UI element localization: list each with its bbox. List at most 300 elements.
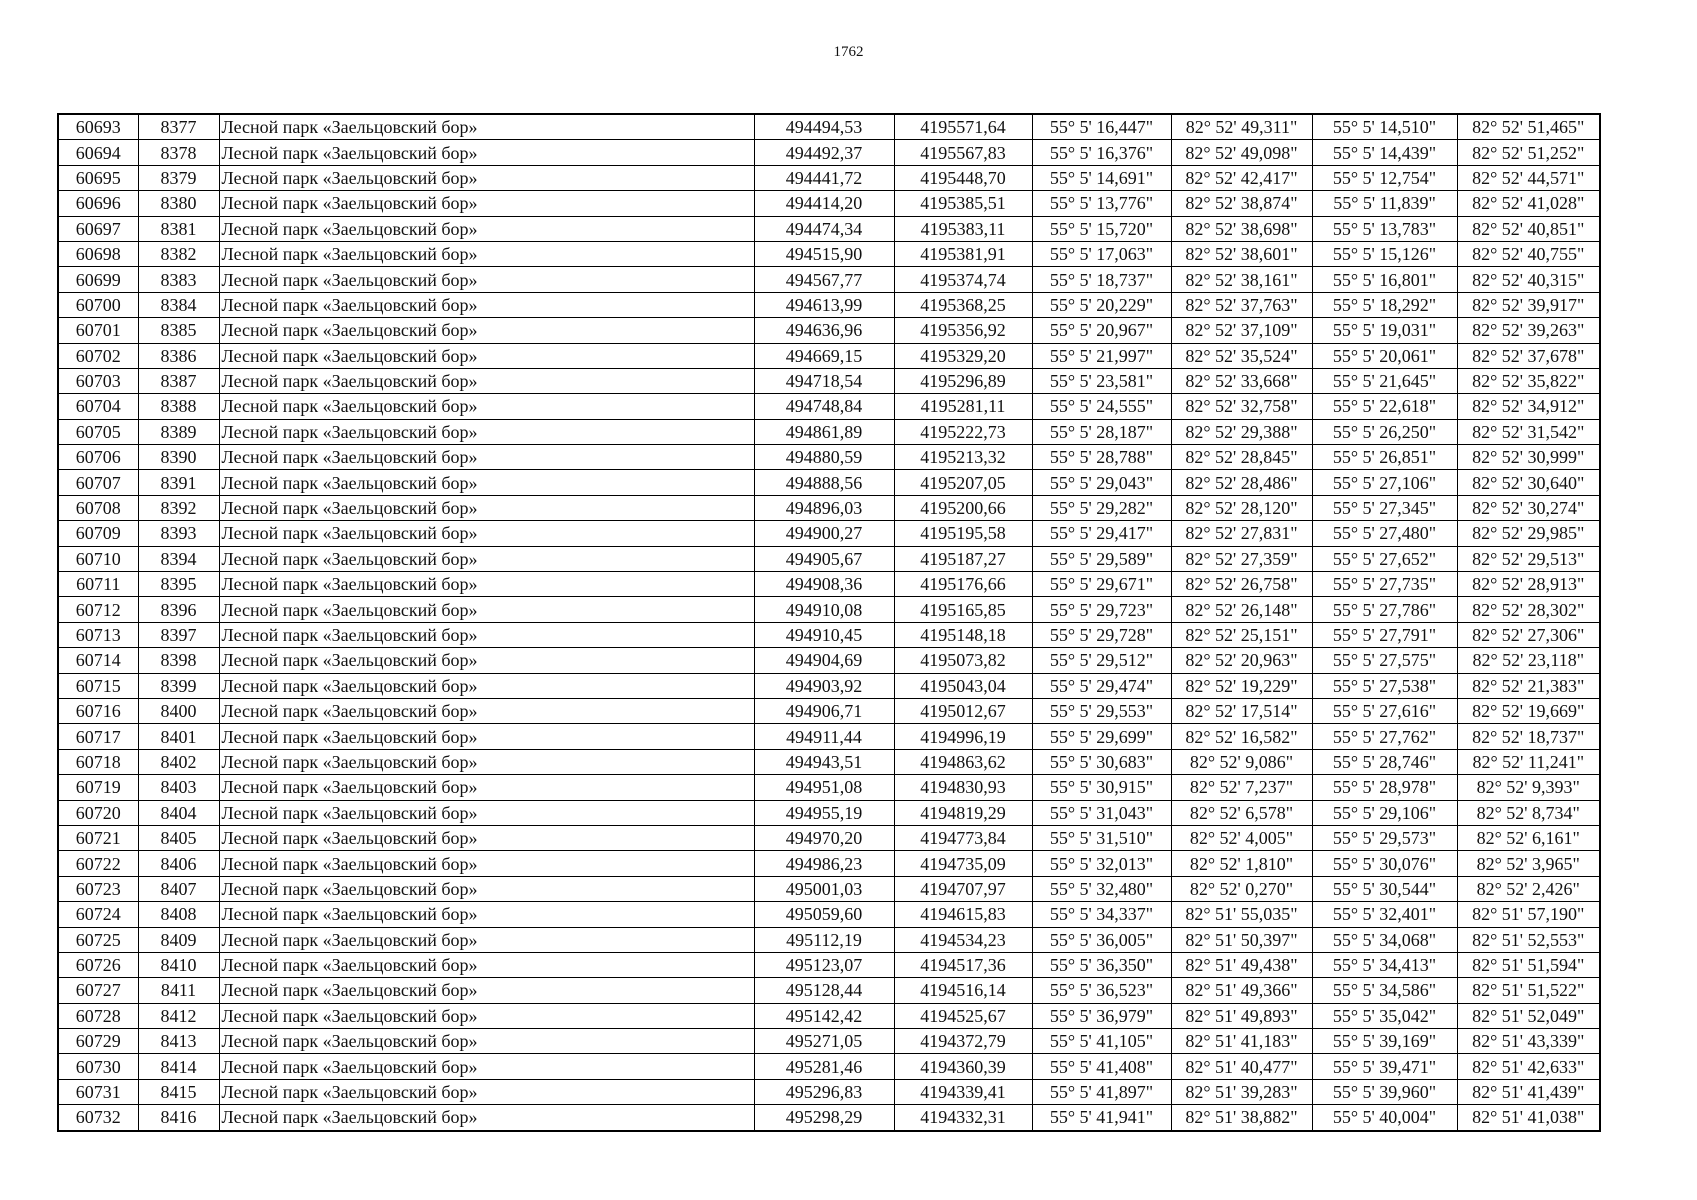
object-name-cell: Лесной парк «Заельцовский бор» (219, 445, 754, 470)
object-name-cell: Лесной парк «Заельцовский бор» (219, 470, 754, 495)
latitude-cell: 55° 5' 36,005" (1032, 927, 1171, 952)
longitude-cell: 82° 52' 9,086" (1171, 749, 1312, 774)
object-name-cell: Лесной парк «Заельцовский бор» (219, 800, 754, 825)
point-number-cell: 8383 (138, 267, 219, 292)
latitude-alt-cell: 55° 5' 15,126" (1312, 241, 1457, 266)
table-row (58, 546, 1600, 571)
latitude-alt-cell: 55° 5' 39,960" (1312, 1079, 1457, 1104)
table-row (58, 241, 1600, 266)
object-name-cell: Лесной парк «Заельцовский бор» (219, 140, 754, 165)
longitude-alt-cell: 82° 51' 52,049" (1457, 1003, 1600, 1028)
latitude-alt-cell: 55° 5' 26,851" (1312, 445, 1457, 470)
x-coordinate-cell: 494494,53 (754, 114, 894, 140)
longitude-cell: 82° 51' 49,366" (1171, 978, 1312, 1003)
latitude-alt-cell: 55° 5' 27,652" (1312, 546, 1457, 571)
table-row (58, 800, 1600, 825)
point-number-cell: 8408 (138, 902, 219, 927)
longitude-alt-cell: 82° 52' 31,542" (1457, 419, 1600, 444)
latitude-alt-cell: 55° 5' 27,575" (1312, 648, 1457, 673)
longitude-alt-cell: 82° 51' 51,522" (1457, 978, 1600, 1003)
longitude-cell: 82° 51' 49,438" (1171, 952, 1312, 977)
longitude-alt-cell: 82° 51' 41,038" (1457, 1105, 1600, 1131)
object-name-cell: Лесной парк «Заельцовский бор» (219, 114, 754, 140)
latitude-alt-cell: 55° 5' 27,791" (1312, 622, 1457, 647)
y-coordinate-cell: 4194615,83 (894, 902, 1032, 927)
y-coordinate-cell: 4194360,39 (894, 1054, 1032, 1079)
latitude-alt-cell: 55° 5' 27,735" (1312, 572, 1457, 597)
longitude-alt-cell: 82° 52' 44,571" (1457, 165, 1600, 190)
latitude-alt-cell: 55° 5' 30,076" (1312, 851, 1457, 876)
object-name-cell: Лесной парк «Заельцовский бор» (219, 267, 754, 292)
page-number: 1762 (833, 44, 864, 60)
table-row (58, 292, 1600, 317)
longitude-alt-cell: 82° 52' 30,640" (1457, 470, 1600, 495)
latitude-alt-cell: 55° 5' 28,746" (1312, 749, 1457, 774)
y-coordinate-cell: 4195281,11 (894, 394, 1032, 419)
row-number-cell: 60730 (58, 1054, 138, 1079)
longitude-alt-cell: 82° 52' 6,161" (1457, 825, 1600, 850)
object-name-cell: Лесной парк «Заельцовский бор» (219, 749, 754, 774)
latitude-alt-cell: 55° 5' 27,345" (1312, 495, 1457, 520)
table-row (58, 191, 1600, 216)
longitude-alt-cell: 82° 52' 23,118" (1457, 648, 1600, 673)
point-number-cell: 8414 (138, 1054, 219, 1079)
longitude-cell: 82° 52' 49,311" (1171, 114, 1312, 140)
longitude-cell: 82° 52' 19,229" (1171, 673, 1312, 698)
longitude-alt-cell: 82° 52' 19,669" (1457, 698, 1600, 723)
longitude-cell: 82° 52' 1,810" (1171, 851, 1312, 876)
latitude-cell: 55° 5' 17,063" (1032, 241, 1171, 266)
point-number-cell: 8412 (138, 1003, 219, 1028)
row-number-cell: 60714 (58, 648, 138, 673)
longitude-cell: 82° 52' 38,874" (1171, 191, 1312, 216)
x-coordinate-cell: 494861,89 (754, 419, 894, 444)
latitude-alt-cell: 55° 5' 26,250" (1312, 419, 1457, 444)
longitude-cell: 82° 52' 38,161" (1171, 267, 1312, 292)
row-number-cell: 60725 (58, 927, 138, 952)
row-number-cell: 60697 (58, 216, 138, 241)
table-row (58, 470, 1600, 495)
longitude-cell: 82° 51' 55,035" (1171, 902, 1312, 927)
point-number-cell: 8415 (138, 1079, 219, 1104)
table-row (58, 140, 1600, 165)
table-row (58, 1105, 1600, 1131)
latitude-alt-cell: 55° 5' 40,004" (1312, 1105, 1457, 1131)
longitude-alt-cell: 82° 52' 40,755" (1457, 241, 1600, 266)
latitude-cell: 55° 5' 16,376" (1032, 140, 1171, 165)
object-name-cell: Лесной парк «Заельцовский бор» (219, 1105, 754, 1131)
longitude-alt-cell: 82° 52' 3,965" (1457, 851, 1600, 876)
y-coordinate-cell: 4195296,89 (894, 368, 1032, 393)
object-name-cell: Лесной парк «Заельцовский бор» (219, 952, 754, 977)
table-row (58, 368, 1600, 393)
row-number-cell: 60717 (58, 724, 138, 749)
longitude-cell: 82° 52' 27,359" (1171, 546, 1312, 571)
x-coordinate-cell: 494986,23 (754, 851, 894, 876)
latitude-alt-cell: 55° 5' 32,401" (1312, 902, 1457, 927)
latitude-cell: 55° 5' 41,941" (1032, 1105, 1171, 1131)
point-number-cell: 8381 (138, 216, 219, 241)
y-coordinate-cell: 4195571,64 (894, 114, 1032, 140)
row-number-cell: 60706 (58, 445, 138, 470)
object-name-cell: Лесной парк «Заельцовский бор» (219, 1003, 754, 1028)
point-number-cell: 8377 (138, 114, 219, 140)
x-coordinate-cell: 494908,36 (754, 572, 894, 597)
longitude-cell: 82° 52' 42,417" (1171, 165, 1312, 190)
object-name-cell: Лесной парк «Заельцовский бор» (219, 902, 754, 927)
longitude-alt-cell: 82° 52' 30,999" (1457, 445, 1600, 470)
latitude-cell: 55° 5' 21,997" (1032, 343, 1171, 368)
longitude-alt-cell: 82° 52' 8,734" (1457, 800, 1600, 825)
table-row (58, 318, 1600, 343)
longitude-alt-cell: 82° 52' 28,302" (1457, 597, 1600, 622)
x-coordinate-cell: 494474,34 (754, 216, 894, 241)
y-coordinate-cell: 4194517,36 (894, 952, 1032, 977)
y-coordinate-cell: 4194516,14 (894, 978, 1032, 1003)
latitude-cell: 55° 5' 23,581" (1032, 368, 1171, 393)
x-coordinate-cell: 494888,56 (754, 470, 894, 495)
table-row (58, 1054, 1600, 1079)
latitude-cell: 55° 5' 28,788" (1032, 445, 1171, 470)
row-number-cell: 60699 (58, 267, 138, 292)
x-coordinate-cell: 494492,37 (754, 140, 894, 165)
latitude-cell: 55° 5' 29,512" (1032, 648, 1171, 673)
row-number-cell: 60705 (58, 419, 138, 444)
object-name-cell: Лесной парк «Заельцовский бор» (219, 1029, 754, 1054)
longitude-alt-cell: 82° 51' 52,553" (1457, 927, 1600, 952)
row-number-cell: 60709 (58, 521, 138, 546)
x-coordinate-cell: 494613,99 (754, 292, 894, 317)
object-name-cell: Лесной парк «Заельцовский бор» (219, 698, 754, 723)
longitude-alt-cell: 82° 52' 41,028" (1457, 191, 1600, 216)
longitude-cell: 82° 51' 38,882" (1171, 1105, 1312, 1131)
y-coordinate-cell: 4195374,74 (894, 267, 1032, 292)
latitude-alt-cell: 55° 5' 29,573" (1312, 825, 1457, 850)
object-name-cell: Лесной парк «Заельцовский бор» (219, 648, 754, 673)
row-number-cell: 60731 (58, 1079, 138, 1104)
row-number-cell: 60722 (58, 851, 138, 876)
latitude-cell: 55° 5' 29,553" (1032, 698, 1171, 723)
object-name-cell: Лесной парк «Заельцовский бор» (219, 368, 754, 393)
row-number-cell: 60702 (58, 343, 138, 368)
object-name-cell: Лесной парк «Заельцовский бор» (219, 343, 754, 368)
latitude-cell: 55° 5' 20,967" (1032, 318, 1171, 343)
latitude-alt-cell: 55° 5' 20,061" (1312, 343, 1457, 368)
row-number-cell: 60724 (58, 902, 138, 927)
longitude-cell: 82° 52' 26,758" (1171, 572, 1312, 597)
latitude-alt-cell: 55° 5' 39,169" (1312, 1029, 1457, 1054)
longitude-alt-cell: 82° 52' 28,913" (1457, 572, 1600, 597)
point-number-cell: 8407 (138, 876, 219, 901)
object-name-cell: Лесной парк «Заельцовский бор» (219, 622, 754, 647)
x-coordinate-cell: 494904,69 (754, 648, 894, 673)
point-number-cell: 8388 (138, 394, 219, 419)
row-number-cell: 60727 (58, 978, 138, 1003)
latitude-alt-cell: 55° 5' 30,544" (1312, 876, 1457, 901)
x-coordinate-cell: 495123,07 (754, 952, 894, 977)
object-name-cell: Лесной парк «Заельцовский бор» (219, 165, 754, 190)
point-number-cell: 8384 (138, 292, 219, 317)
latitude-alt-cell: 55° 5' 34,413" (1312, 952, 1457, 977)
longitude-cell: 82° 52' 28,120" (1171, 495, 1312, 520)
x-coordinate-cell: 494515,90 (754, 241, 894, 266)
x-coordinate-cell: 494951,08 (754, 775, 894, 800)
row-number-cell: 60698 (58, 241, 138, 266)
point-number-cell: 8416 (138, 1105, 219, 1131)
latitude-cell: 55° 5' 14,691" (1032, 165, 1171, 190)
table-row (58, 1029, 1600, 1054)
point-number-cell: 8391 (138, 470, 219, 495)
point-number-cell: 8392 (138, 495, 219, 520)
longitude-cell: 82° 52' 28,845" (1171, 445, 1312, 470)
y-coordinate-cell: 4194525,67 (894, 1003, 1032, 1028)
longitude-alt-cell: 82° 52' 18,737" (1457, 724, 1600, 749)
longitude-cell: 82° 52' 26,148" (1171, 597, 1312, 622)
longitude-cell: 82° 52' 38,698" (1171, 216, 1312, 241)
longitude-alt-cell: 82° 51' 43,339" (1457, 1029, 1600, 1054)
x-coordinate-cell: 494718,54 (754, 368, 894, 393)
point-number-cell: 8385 (138, 318, 219, 343)
latitude-alt-cell: 55° 5' 27,616" (1312, 698, 1457, 723)
latitude-cell: 55° 5' 29,671" (1032, 572, 1171, 597)
latitude-alt-cell: 55° 5' 27,106" (1312, 470, 1457, 495)
object-name-cell: Лесной парк «Заельцовский бор» (219, 1054, 754, 1079)
table-row (58, 216, 1600, 241)
point-number-cell: 8405 (138, 825, 219, 850)
point-number-cell: 8411 (138, 978, 219, 1003)
x-coordinate-cell: 494970,20 (754, 825, 894, 850)
row-number-cell: 60721 (58, 825, 138, 850)
x-coordinate-cell: 494943,51 (754, 749, 894, 774)
y-coordinate-cell: 4195165,85 (894, 597, 1032, 622)
latitude-alt-cell: 55° 5' 27,762" (1312, 724, 1457, 749)
point-number-cell: 8400 (138, 698, 219, 723)
table-row (58, 698, 1600, 723)
row-number-cell: 60710 (58, 546, 138, 571)
point-number-cell: 8386 (138, 343, 219, 368)
latitude-cell: 55° 5' 18,737" (1032, 267, 1171, 292)
latitude-alt-cell: 55° 5' 14,510" (1312, 114, 1457, 140)
longitude-alt-cell: 82° 51' 42,633" (1457, 1054, 1600, 1079)
object-name-cell: Лесной парк «Заельцовский бор» (219, 419, 754, 444)
latitude-alt-cell: 55° 5' 19,031" (1312, 318, 1457, 343)
row-number-cell: 60729 (58, 1029, 138, 1054)
latitude-cell: 55° 5' 30,683" (1032, 749, 1171, 774)
y-coordinate-cell: 4195222,73 (894, 419, 1032, 444)
row-number-cell: 60711 (58, 572, 138, 597)
point-number-cell: 8394 (138, 546, 219, 571)
table-row (58, 521, 1600, 546)
point-number-cell: 8403 (138, 775, 219, 800)
x-coordinate-cell: 494896,03 (754, 495, 894, 520)
latitude-cell: 55° 5' 36,979" (1032, 1003, 1171, 1028)
point-number-cell: 8406 (138, 851, 219, 876)
object-name-cell: Лесной парк «Заельцовский бор» (219, 216, 754, 241)
longitude-cell: 82° 52' 27,831" (1171, 521, 1312, 546)
row-number-cell: 60732 (58, 1105, 138, 1131)
point-number-cell: 8387 (138, 368, 219, 393)
y-coordinate-cell: 4195200,66 (894, 495, 1032, 520)
longitude-alt-cell: 82° 52' 29,513" (1457, 546, 1600, 571)
longitude-alt-cell: 82° 52' 39,917" (1457, 292, 1600, 317)
latitude-alt-cell: 55° 5' 34,068" (1312, 927, 1457, 952)
y-coordinate-cell: 4195207,05 (894, 470, 1032, 495)
latitude-alt-cell: 55° 5' 39,471" (1312, 1054, 1457, 1079)
latitude-cell: 55° 5' 20,229" (1032, 292, 1171, 317)
table-row (58, 419, 1600, 444)
longitude-cell: 82° 52' 20,963" (1171, 648, 1312, 673)
table-body (58, 114, 1600, 1131)
x-coordinate-cell: 495059,60 (754, 902, 894, 927)
object-name-cell: Лесной парк «Заельцовский бор» (219, 597, 754, 622)
table-row (58, 952, 1600, 977)
point-number-cell: 8397 (138, 622, 219, 647)
latitude-cell: 55° 5' 41,897" (1032, 1079, 1171, 1104)
latitude-alt-cell: 55° 5' 18,292" (1312, 292, 1457, 317)
object-name-cell: Лесной парк «Заельцовский бор» (219, 851, 754, 876)
y-coordinate-cell: 4195012,67 (894, 698, 1032, 723)
latitude-alt-cell: 55° 5' 27,480" (1312, 521, 1457, 546)
longitude-cell: 82° 52' 29,388" (1171, 419, 1312, 444)
longitude-cell: 82° 52' 16,582" (1171, 724, 1312, 749)
longitude-alt-cell: 82° 52' 21,383" (1457, 673, 1600, 698)
latitude-cell: 55° 5' 32,013" (1032, 851, 1171, 876)
object-name-cell: Лесной парк «Заельцовский бор» (219, 673, 754, 698)
y-coordinate-cell: 4195381,91 (894, 241, 1032, 266)
longitude-cell: 82° 51' 50,397" (1171, 927, 1312, 952)
object-name-cell: Лесной парк «Заельцовский бор» (219, 318, 754, 343)
latitude-cell: 55° 5' 30,915" (1032, 775, 1171, 800)
longitude-alt-cell: 82° 52' 9,393" (1457, 775, 1600, 800)
latitude-cell: 55° 5' 29,699" (1032, 724, 1171, 749)
table-row (58, 394, 1600, 419)
object-name-cell: Лесной парк «Заельцовский бор» (219, 978, 754, 1003)
point-number-cell: 8413 (138, 1029, 219, 1054)
latitude-alt-cell: 55° 5' 12,754" (1312, 165, 1457, 190)
point-number-cell: 8401 (138, 724, 219, 749)
point-number-cell: 8390 (138, 445, 219, 470)
point-number-cell: 8404 (138, 800, 219, 825)
row-number-cell: 60700 (58, 292, 138, 317)
object-name-cell: Лесной парк «Заельцовский бор» (219, 825, 754, 850)
longitude-cell: 82° 52' 28,486" (1171, 470, 1312, 495)
x-coordinate-cell: 494906,71 (754, 698, 894, 723)
longitude-alt-cell: 82° 52' 51,465" (1457, 114, 1600, 140)
longitude-alt-cell: 82° 51' 51,594" (1457, 952, 1600, 977)
y-coordinate-cell: 4195187,27 (894, 546, 1032, 571)
longitude-cell: 82° 52' 17,514" (1171, 698, 1312, 723)
table-row (58, 775, 1600, 800)
object-name-cell: Лесной парк «Заельцовский бор» (219, 394, 754, 419)
x-coordinate-cell: 494955,19 (754, 800, 894, 825)
longitude-cell: 82° 52' 37,109" (1171, 318, 1312, 343)
x-coordinate-cell: 494911,44 (754, 724, 894, 749)
latitude-cell: 55° 5' 41,105" (1032, 1029, 1171, 1054)
row-number-cell: 60718 (58, 749, 138, 774)
object-name-cell: Лесной парк «Заельцовский бор» (219, 876, 754, 901)
y-coordinate-cell: 4195148,18 (894, 622, 1032, 647)
row-number-cell: 60726 (58, 952, 138, 977)
row-number-cell: 60693 (58, 114, 138, 140)
point-number-cell: 8379 (138, 165, 219, 190)
table-row (58, 445, 1600, 470)
table-row (58, 927, 1600, 952)
y-coordinate-cell: 4194830,93 (894, 775, 1032, 800)
y-coordinate-cell: 4194996,19 (894, 724, 1032, 749)
longitude-cell: 82° 52' 6,578" (1171, 800, 1312, 825)
x-coordinate-cell: 494636,96 (754, 318, 894, 343)
longitude-alt-cell: 82° 52' 37,678" (1457, 343, 1600, 368)
point-number-cell: 8398 (138, 648, 219, 673)
longitude-cell: 82° 52' 25,151" (1171, 622, 1312, 647)
y-coordinate-cell: 4194773,84 (894, 825, 1032, 850)
x-coordinate-cell: 495271,05 (754, 1029, 894, 1054)
table-row (58, 1079, 1600, 1104)
table-row (58, 673, 1600, 698)
latitude-cell: 55° 5' 34,337" (1032, 902, 1171, 927)
latitude-alt-cell: 55° 5' 13,783" (1312, 216, 1457, 241)
x-coordinate-cell: 495128,44 (754, 978, 894, 1003)
row-number-cell: 60723 (58, 876, 138, 901)
row-number-cell: 60701 (58, 318, 138, 343)
longitude-alt-cell: 82° 52' 29,985" (1457, 521, 1600, 546)
latitude-cell: 55° 5' 13,776" (1032, 191, 1171, 216)
longitude-cell: 82° 51' 41,183" (1171, 1029, 1312, 1054)
row-number-cell: 60707 (58, 470, 138, 495)
table-row (58, 267, 1600, 292)
x-coordinate-cell: 494910,08 (754, 597, 894, 622)
y-coordinate-cell: 4195195,58 (894, 521, 1032, 546)
x-coordinate-cell: 494669,15 (754, 343, 894, 368)
row-number-cell: 60712 (58, 597, 138, 622)
x-coordinate-cell: 494441,72 (754, 165, 894, 190)
object-name-cell: Лесной парк «Заельцовский бор» (219, 1079, 754, 1104)
x-coordinate-cell: 494905,67 (754, 546, 894, 571)
object-name-cell: Лесной парк «Заельцовский бор» (219, 495, 754, 520)
longitude-cell: 82° 52' 37,763" (1171, 292, 1312, 317)
longitude-cell: 82° 52' 35,524" (1171, 343, 1312, 368)
y-coordinate-cell: 4195176,66 (894, 572, 1032, 597)
object-name-cell: Лесной парк «Заельцовский бор» (219, 927, 754, 952)
longitude-alt-cell: 82° 51' 41,439" (1457, 1079, 1600, 1104)
point-number-cell: 8395 (138, 572, 219, 597)
x-coordinate-cell: 495142,42 (754, 1003, 894, 1028)
latitude-alt-cell: 55° 5' 22,618" (1312, 394, 1457, 419)
x-coordinate-cell: 494567,77 (754, 267, 894, 292)
latitude-cell: 55° 5' 29,728" (1032, 622, 1171, 647)
table-row (58, 597, 1600, 622)
y-coordinate-cell: 4195073,82 (894, 648, 1032, 673)
longitude-alt-cell: 82° 52' 40,315" (1457, 267, 1600, 292)
x-coordinate-cell: 495112,19 (754, 927, 894, 952)
table-row (58, 724, 1600, 749)
y-coordinate-cell: 4195385,51 (894, 191, 1032, 216)
point-number-cell: 8378 (138, 140, 219, 165)
x-coordinate-cell: 494903,92 (754, 673, 894, 698)
table-row (58, 902, 1600, 927)
x-coordinate-cell: 495296,83 (754, 1079, 894, 1104)
table-row (58, 343, 1600, 368)
coordinates-table (57, 113, 1601, 1132)
latitude-cell: 55° 5' 31,043" (1032, 800, 1171, 825)
row-number-cell: 60716 (58, 698, 138, 723)
point-number-cell: 8409 (138, 927, 219, 952)
latitude-alt-cell: 55° 5' 34,586" (1312, 978, 1457, 1003)
object-name-cell: Лесной парк «Заельцовский бор» (219, 572, 754, 597)
row-number-cell: 60713 (58, 622, 138, 647)
longitude-cell: 82° 51' 49,893" (1171, 1003, 1312, 1028)
longitude-alt-cell: 82° 52' 2,426" (1457, 876, 1600, 901)
